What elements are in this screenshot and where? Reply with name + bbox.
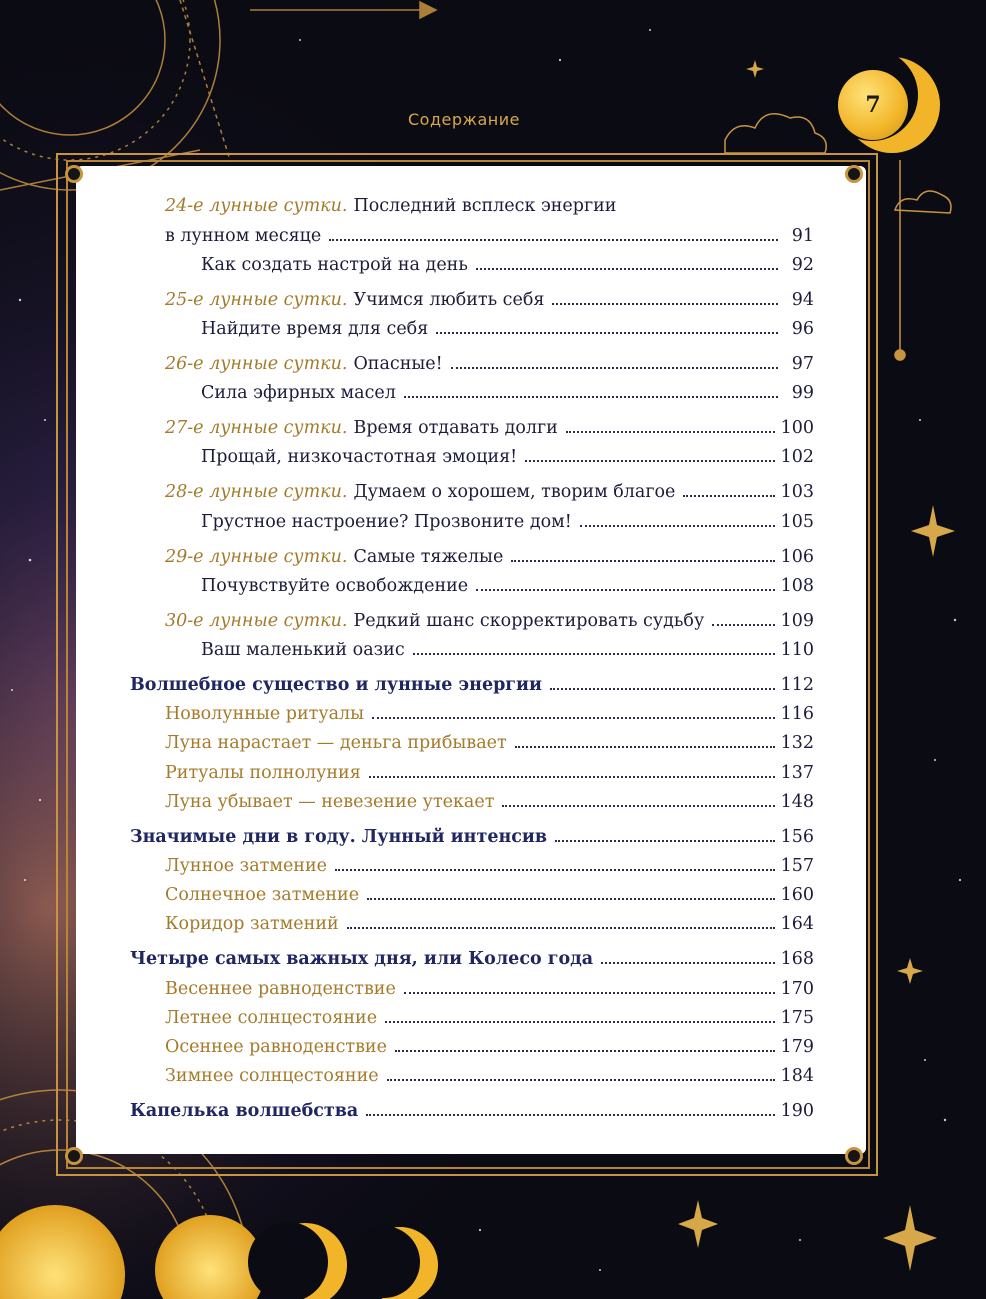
- section-header: Содержание: [408, 110, 520, 129]
- page-ref: 168: [780, 949, 814, 969]
- entry-title: Ваш маленький оазис: [201, 640, 405, 660]
- page-ref: 97: [791, 354, 814, 374]
- entry-title: Опасные!: [353, 354, 443, 374]
- entry-title: Коридор затмений: [165, 914, 339, 934]
- lunar-day-label: 30-е лунные сутки.: [165, 611, 348, 631]
- toc-entry[interactable]: [130, 949, 814, 969]
- dot-leader: [329, 239, 778, 241]
- page-ref: 102: [780, 447, 814, 467]
- dot-leader: [387, 1079, 775, 1081]
- dot-leader: [683, 495, 774, 497]
- toc-entry[interactable]: [201, 383, 814, 403]
- chapter-title: Волшебное существо и лунные энергии: [130, 675, 542, 695]
- page-number: 7: [865, 92, 881, 118]
- toc-entry[interactable]: [165, 792, 814, 812]
- toc-entry[interactable]: [201, 255, 814, 275]
- page-ref: 91: [791, 226, 814, 246]
- entry-title: Найдите время для себя: [201, 319, 429, 339]
- toc-entry[interactable]: [165, 885, 814, 905]
- dot-leader: [555, 840, 775, 842]
- dot-leader: [515, 746, 775, 748]
- dot-leader: [476, 268, 778, 270]
- page-ref: 190: [780, 1101, 814, 1121]
- rivet-icon: [845, 1147, 863, 1165]
- entry-title: Весеннее равноденствие: [165, 979, 396, 999]
- toc-entry[interactable]: [130, 1101, 814, 1121]
- toc-entry[interactable]: [201, 319, 814, 339]
- entry-title: Время отдавать долги: [353, 418, 558, 438]
- dot-leader: [369, 776, 775, 778]
- dot-leader: [366, 1114, 774, 1116]
- entry-title: Учимся любить себя: [353, 290, 545, 310]
- page-ref: 157: [780, 856, 814, 876]
- toc-entry[interactable]: [165, 196, 814, 216]
- entry-title: Прощай, низкочастотная эмоция!: [201, 447, 518, 467]
- rivet-icon: [65, 1147, 83, 1165]
- page-ref: 132: [780, 733, 814, 753]
- toc-entry[interactable]: [201, 640, 814, 660]
- page-ref: 96: [791, 319, 814, 339]
- page-ref: 103: [780, 482, 814, 502]
- page-ref: 137: [780, 763, 814, 783]
- lunar-day-label: 24-е лунные сутки.: [165, 196, 348, 216]
- page-ref: 164: [780, 914, 814, 934]
- chapter-title: Капелька волшебства: [130, 1101, 359, 1121]
- dot-leader: [580, 525, 775, 527]
- toc-entry[interactable]: [201, 576, 814, 596]
- dot-leader: [502, 805, 774, 807]
- toc-entry[interactable]: [165, 856, 814, 876]
- lunar-day-label: 27-е лунные сутки.: [165, 418, 348, 438]
- content-card: [76, 166, 866, 1154]
- dot-leader: [413, 653, 775, 655]
- toc-entry[interactable]: [165, 979, 814, 999]
- page-ref: 175: [780, 1008, 814, 1028]
- toc-entry[interactable]: [130, 675, 814, 695]
- entry-title: Солнечное затмение: [165, 885, 360, 905]
- page-ref: 170: [780, 979, 814, 999]
- entry-title: Почувствуйте освобождение: [201, 576, 469, 596]
- page-ref: 184: [780, 1066, 814, 1086]
- dot-leader: [550, 688, 775, 690]
- chapter-title: Четыре самых важных дня, или Колесо года: [130, 949, 594, 969]
- dot-leader: [476, 589, 774, 591]
- dot-leader: [372, 717, 774, 719]
- dot-leader: [451, 367, 778, 369]
- dot-leader: [712, 624, 774, 626]
- entry-title: Самые тяжелые: [353, 547, 504, 567]
- toc-entry[interactable]: [165, 611, 814, 631]
- entry-title: в лунном месяце: [165, 226, 322, 246]
- dot-leader: [601, 962, 774, 964]
- page-ref: 148: [780, 792, 814, 812]
- entry-title: Новолунные ритуалы: [165, 704, 365, 724]
- page-ref: 160: [780, 885, 814, 905]
- dot-leader: [436, 332, 778, 334]
- entry-title: Зимнее солнцестояние: [165, 1066, 379, 1086]
- dot-leader: [385, 1021, 775, 1023]
- entry-title: Как создать настрой на день: [201, 255, 468, 275]
- page-ref: 100: [780, 418, 814, 438]
- dot-leader: [395, 1050, 775, 1052]
- entry-title: Осеннее равноденствие: [165, 1037, 387, 1057]
- lunar-day-label: 25-е лунные сутки.: [165, 290, 348, 310]
- dot-leader: [335, 869, 775, 871]
- dot-leader: [566, 431, 775, 433]
- toc-entry[interactable]: [165, 547, 814, 567]
- toc-entry[interactable]: [165, 763, 814, 783]
- page-ref: 109: [780, 611, 814, 631]
- toc-entry[interactable]: [165, 418, 814, 438]
- toc-entry[interactable]: [165, 733, 814, 753]
- dot-leader: [511, 560, 774, 562]
- page-number-badge: [838, 70, 908, 140]
- page-ref: 179: [780, 1037, 814, 1057]
- toc-entry[interactable]: [201, 512, 814, 532]
- page-ref: 112: [780, 675, 814, 695]
- entry-title: Последний всплеск энергии: [353, 196, 617, 216]
- toc-entry[interactable]: [165, 704, 814, 724]
- entry-title: Сила эфирных масел: [201, 383, 396, 403]
- page-ref: 110: [780, 640, 814, 660]
- page-ref: 99: [791, 383, 814, 403]
- toc-entry[interactable]: [201, 447, 814, 467]
- toc-entry[interactable]: [165, 1008, 814, 1028]
- page-ref: 92: [791, 255, 814, 275]
- rivet-icon: [65, 165, 83, 183]
- toc-entry[interactable]: [165, 1066, 814, 1086]
- entry-title: Луна нарастает — деньга прибывает: [165, 733, 507, 753]
- dot-leader: [552, 303, 778, 305]
- page-ref: 156: [780, 827, 814, 847]
- entry-title: Луна убывает — невезение утекает: [165, 792, 495, 812]
- page-ref: 108: [780, 576, 814, 596]
- entry-title: Ритуалы полнолуния: [165, 763, 361, 783]
- toc-entry[interactable]: [165, 290, 814, 310]
- entry-title: Летнее солнцестояние: [165, 1008, 378, 1028]
- dot-leader: [347, 927, 775, 929]
- rivet-icon: [845, 165, 863, 183]
- dot-leader: [367, 898, 775, 900]
- entry-title: Грустное настроение? Прозвоните дом!: [201, 512, 572, 532]
- entry-title: Редкий шанс скорректировать судьбу: [353, 611, 705, 631]
- lunar-day-label: 29-е лунные сутки.: [165, 547, 348, 567]
- page-ref: 106: [780, 547, 814, 567]
- dot-leader: [404, 396, 778, 398]
- page-ref: 116: [780, 704, 814, 724]
- toc-entry[interactable]: [130, 827, 814, 847]
- entry-title: Лунное затмение: [165, 856, 327, 876]
- toc-entry[interactable]: [165, 226, 814, 246]
- entry-title: Думаем о хорошем, творим благое: [353, 482, 676, 502]
- toc-entry[interactable]: [165, 914, 814, 934]
- lunar-day-label: 28-е лунные сутки.: [165, 482, 348, 502]
- page-ref: 105: [780, 512, 814, 532]
- chapter-title: Значимые дни в году. Лунный интенсив: [130, 827, 548, 847]
- dot-leader: [525, 460, 774, 462]
- dot-leader: [404, 992, 775, 994]
- page-ref: 94: [791, 290, 814, 310]
- lunar-day-label: 26-е лунные сутки.: [165, 354, 348, 374]
- toc-entry[interactable]: [165, 1037, 814, 1057]
- toc-entry[interactable]: [165, 482, 814, 502]
- toc-entry[interactable]: [165, 354, 814, 374]
